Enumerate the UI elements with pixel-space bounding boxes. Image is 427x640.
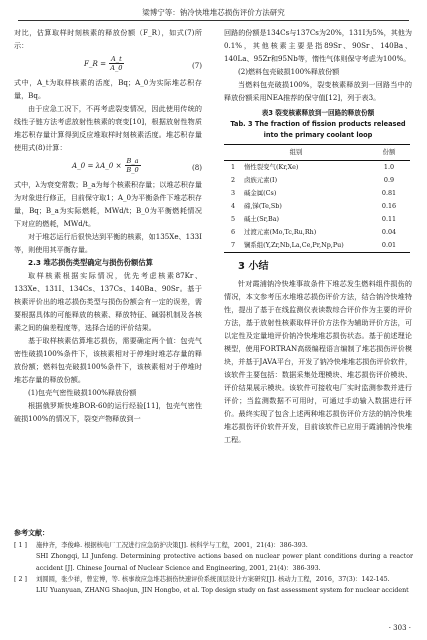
reference-text: LIU Yuanyuan, ZHANG Shaojun, JIN Hongbo, et al. Top design study on fast assessment system for nuclear accident — [36, 587, 409, 595]
paragraph: (1)包壳气密性破损100%释放份额 — [28, 388, 137, 397]
table-cell: 0.01 — [368, 239, 410, 253]
references — [14, 528, 413, 596]
page-number: · 303 · — [388, 624, 411, 632]
equation-7 — [14, 52, 202, 76]
table-cell: 1 — [230, 163, 236, 171]
numerator: A_t — [111, 55, 122, 63]
equation-number: (8) — [191, 163, 202, 172]
table-cell: 0.04 — [381, 228, 397, 236]
table-header: 组别 — [224, 145, 368, 161]
reference-text: SHI Zhongqi, LI Junfeng. Determining protective actions based on nuclear power plant conditions during a reactor accident [J]. Chinese Journal of Nuclear Science and Engineering, 2001, 21(4)：386-393. — [36, 553, 413, 572]
paragraph: 针对霞浦钠冷快堆事故条件下堆芯发生燃料组件损伤的情况，本文参考压水堆堆芯损伤评价方法，结合钠冷快堆特性，提出了基于在线监测仪表读数综合评价作为主要的评价方法，基于放射性核素取样评价方法作为辅助评价方法，可以定性及定量地评价钠冷快堆堆芯损伤状态。基于前述理论模型，使用FORTRAN高级编程语言编制了堆芯损伤评价模块，并基于JAVA平台，开发了钠冷快堆堆芯损伤评价软件，该软件主要包括：数据采集处理模块、堆芯损伤评价模块、评价结果展示模块。该软件可接收电厂实时监测参数并进行评价；当监测数据不可用时，可通过手动输入数据进行评价。最终实现了包含上述两种堆芯损伤评价方法的钠冷快堆堆芯损伤评价软件开发，目前该软件已应用于霞浦钠冷快堆工程。 — [224, 279, 412, 444]
equation-fraction — [125, 157, 141, 174]
table-cell: 过渡元素(Mo,Tc,Ru,Rh) — [244, 228, 317, 236]
reference-entry — [14, 574, 413, 585]
equation-lhs: F_R = — [84, 59, 107, 68]
table-cell: 碲,锑(Te,Sb) — [244, 202, 282, 210]
running-header: 梁博宁等：钠冷快堆堆芯损伤评价方法研究 — [18, 6, 409, 21]
reference-key: [ 2 ] — [14, 575, 27, 583]
table-header: 份额 — [368, 145, 410, 161]
equation-number: (7) — [191, 61, 202, 70]
table-cell: 1.0 — [383, 163, 395, 171]
table-cell: 0.11 — [381, 215, 397, 223]
table-cell: 0.81 — [381, 189, 397, 197]
equation-8 — [14, 154, 202, 178]
table-caption-en: Tab. 3 The fraction of fission products released — [230, 120, 406, 128]
table-row — [224, 161, 410, 175]
table-cell: 0.9 — [383, 176, 395, 184]
denominator: B_0 — [126, 166, 139, 174]
references-title: 参考文献： — [14, 529, 49, 537]
table-caption: 表3 裂变核素释放到一回路的释放份额 — [261, 109, 375, 117]
table-cell: 卤族元素(I) — [244, 176, 278, 184]
table-cell: 2 — [230, 176, 236, 184]
table-row — [224, 200, 410, 213]
equation-lhs: A_0 = λA_0 × — [72, 161, 122, 170]
reference-entry — [14, 551, 413, 573]
table-row — [224, 239, 410, 253]
table-row — [224, 174, 410, 187]
numerator: B_a — [126, 157, 139, 165]
section-heading: 2.3 堆芯损伤类型确定与损伤份额估算 — [28, 258, 153, 267]
paragraph: 当燃料包壳破损100%，裂变核素释放到一回路当中的释放份额采用NEA推荐的保守值[12]，列于表3。 — [224, 80, 412, 102]
paragraph: 对于堆芯运行后很快达到平衡的核素，如135Xe、133I等，则使用其平衡存量。 — [14, 232, 202, 254]
table-cell: 6 — [230, 228, 236, 236]
paragraph: 取样核素根据实际情况，优先考虑核素87Kr、133Xe、131I、134Cs、137Cs、140Ba、90Sr。基于核素评价出的堆芯损伤类型与损伤份额会有一定的误差，需要根据具体的可能释放的核素、释放特征、碱弱机制及各核素之间的偏差程度等，选择合适的评价结果。 — [14, 271, 202, 332]
paragraph: (2)燃料包壳破损100%释放份额 — [238, 67, 340, 76]
reference-text: 施仲齐，李俊峰. 根据核电厂工况进行应急防护决策[J]. 核科学与工程，2001，21(4)：386-393. — [36, 542, 308, 550]
paragraph: 基于取样核素估算堆芯损伤，需要确定两个值：包壳气密性破损100%条件下，该核素相对于停堆时堆芯存量的释放份额；燃料包壳破损100%条件下，该核素相对于停堆时堆芯存量的释放份额。 — [14, 336, 202, 384]
paragraph: 式中，A_t为取样核素的活度，Bq；A_0为实际堆芯积存量，Bq。 — [14, 78, 202, 100]
left-column — [14, 26, 202, 425]
table-cell: 5 — [230, 215, 236, 223]
table-cell: 惰性裂变气(Kr,Xe) — [244, 163, 299, 171]
paragraph: 对比，估算取样时刻核素的释放份额（F_R），如式(7)所示： — [14, 28, 202, 50]
reference-entry — [14, 585, 413, 596]
table-cell: 镧系组(Y,Zr,Nb,La,Ce,Pr,Np,Pu) — [242, 239, 368, 253]
reference-key — [14, 551, 36, 573]
table-cell: 4 — [230, 202, 236, 210]
right-column — [224, 26, 412, 446]
table-cell: 碱金属(Cs) — [244, 189, 277, 197]
table-caption-en: into the primary coolant loop — [263, 131, 373, 139]
table-cell: 碱土(Sr,Ba) — [244, 215, 280, 223]
table-cell: 0.16 — [381, 202, 397, 210]
table-row — [224, 226, 410, 239]
reference-key — [14, 585, 36, 596]
section-heading: 3 小结 — [238, 261, 269, 272]
paragraph: 式中，λ为衰变常数；B_a为每个核素积存量；以堆芯积存量为对象进行修正，目前保守取1；A_0为平衡条件下堆芯积存量，Bq；B_a为实际燃耗，MWd/t；B_0为平衡燃耗情况下对应的燃耗，MWd/t。 — [14, 180, 202, 228]
reference-key: [ 1 ] — [14, 542, 27, 550]
denominator: A_0 — [110, 64, 123, 72]
paragraph: 回路的份额是134Cs与137Cs为20%，131I为5%，其他为0.1%，其他核素主要是指89Sr、90Sr、140Ba、140La、95Zr和95Nb等，惰性气体则保守考虑为100%。 — [224, 28, 412, 63]
table-cell: 3 — [230, 189, 236, 197]
reference-text: 刘圆圆，张少祥，曾宏博，等. 核事故应急堆芯损伤快速评价系统顶层设计方案研究[J]. 核动力工程，2016，37(3)：142-145. — [36, 575, 390, 583]
table-row — [224, 187, 410, 200]
paragraph: 由于应急工况下，不再考虑裂变情况，因此使用传统的线性子链方法考虑放射性核素的衰变[10]，根据放射性物质堆芯积存量计算得到反应堆取样时刻核素活度。堆芯积存量使用式(8)计算： — [14, 104, 202, 152]
release-fraction-table — [224, 144, 410, 253]
reference-entry — [14, 540, 413, 551]
table-row — [224, 213, 410, 226]
equation-fraction — [109, 55, 124, 72]
table-cell: 7 — [224, 239, 242, 253]
paragraph: 根据俄罗斯快堆BOR-60的运行经验[11]，包壳气密性破损100%的情况下，裂变产物释放到一 — [14, 401, 202, 423]
